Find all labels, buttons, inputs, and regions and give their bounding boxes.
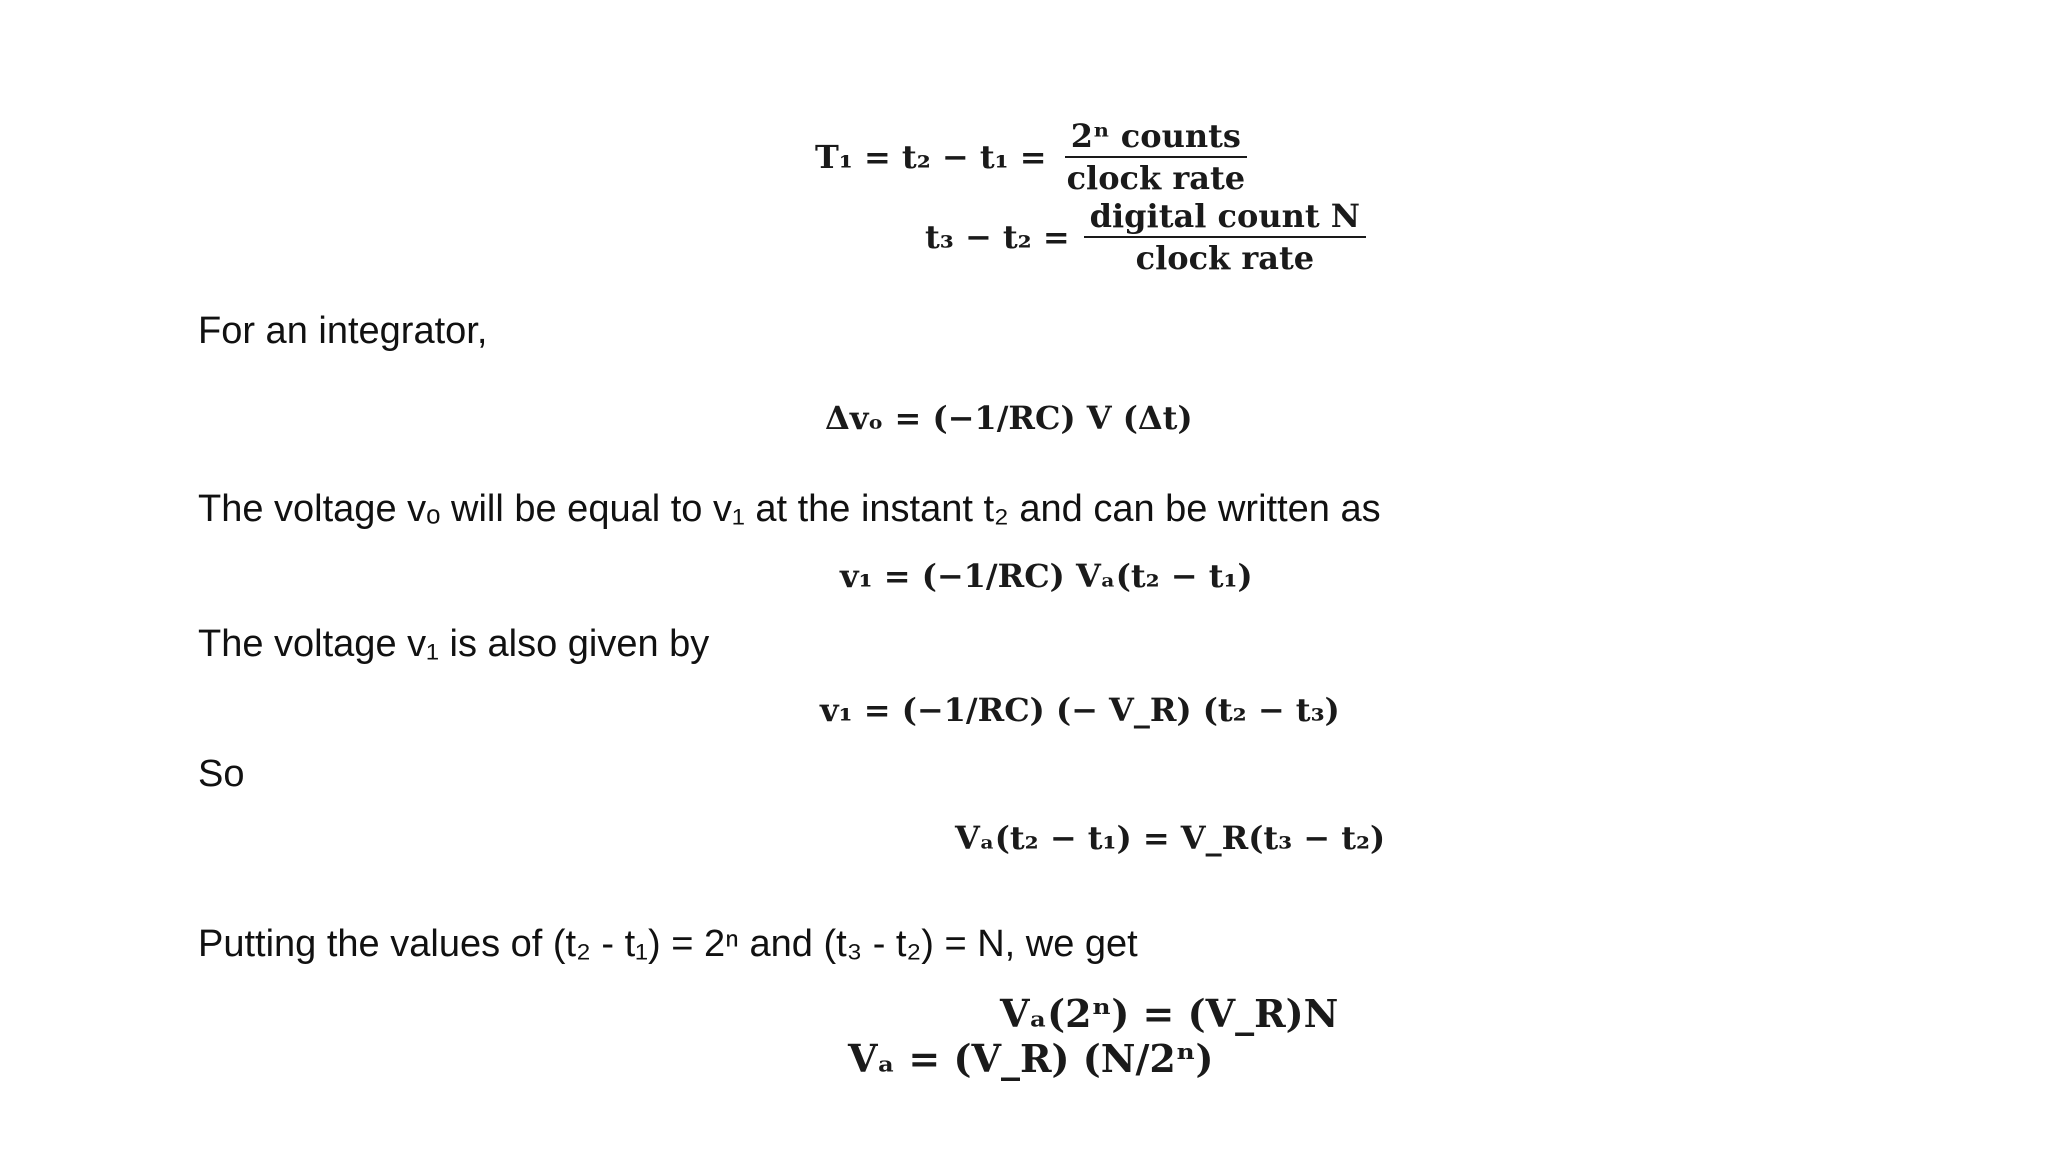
equation-va-result: Vₐ = (V_R) (N/2ⁿ)	[848, 1036, 1214, 1081]
equation-v1-va: v₁ = (−1/RC) Vₐ(t₂ − t₁)	[840, 557, 1253, 595]
fraction-denominator: clock rate	[1135, 239, 1315, 277]
equation-v1-vr: v₁ = (−1/RC) (− V_R) (t₂ − t₃)	[820, 691, 1340, 729]
equation-va-2n: Vₐ(2ⁿ) = (V_R)N	[1000, 991, 1339, 1036]
equation-delta-vo: Δvₒ = (−1/RC) V (Δt)	[825, 399, 1193, 437]
equation-va-vr: Vₐ(t₂ − t₁) = V_R(t₃ − t₂)	[955, 819, 1386, 857]
fraction	[1061, 117, 1252, 197]
equation-t3-t2-lhs: t₃ − t₂ =	[925, 218, 1070, 256]
fraction	[1084, 197, 1366, 277]
fraction-numerator: 2ⁿ counts	[1065, 120, 1247, 158]
text-so: So	[198, 753, 245, 795]
text-putting-values: Putting the values of (t₂ - t₁) = 2ⁿ and (t₃ - t₂) = N, we get	[198, 923, 1138, 965]
equation-t3-t2	[925, 197, 1366, 277]
text-voltage-v1: The voltage v₁ is also given by	[198, 623, 710, 665]
equation-t1-lhs: T₁ = t₂ − t₁ =	[815, 138, 1047, 176]
fraction-denominator: clock rate	[1066, 159, 1246, 197]
text-integrator: For an integrator,	[198, 310, 488, 352]
equation-t1	[815, 117, 1251, 197]
fraction-numerator: digital count N	[1084, 200, 1366, 238]
text-voltage-vo: The voltage vₒ will be equal to v₁ at the instant t₂ and can be written as	[198, 488, 1381, 530]
